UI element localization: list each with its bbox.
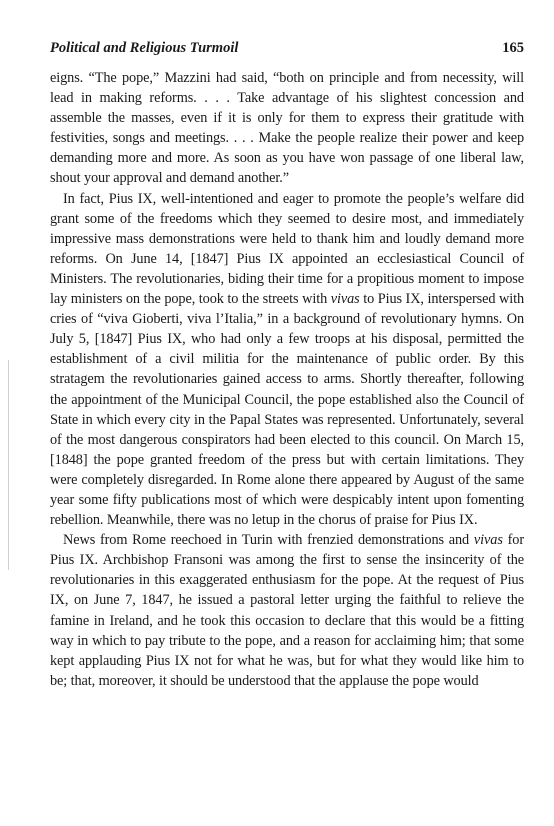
running-head-title: Political and Religious Turmoil <box>50 40 239 56</box>
body-text <box>50 68 524 691</box>
italic-word: vivas <box>473 532 503 549</box>
italic-word: vivas <box>330 291 360 308</box>
paragraph-3: News from Rome reechoed in Turin with frenzied demonstrations and vivas for Pius IX. Archbishop Fransoni was among the first to sense the insincerity of the revolutionaries in this exaggerated enthusiasm for the pope. At the request of Pius IX, on June 7, 1847, he issued a pastoral letter urging the faithful to relieve the famine in Ireland, and he took this occasion to declare that this would be a fitting way in which to pay tribute to the pope, and a reason for acclaiming him; that some kept applauding Pius IX not for what he was, but for what they would like him to be; that, moreover, it should be understood that the applause the pope would <box>50 532 524 689</box>
book-page <box>50 40 524 691</box>
paragraph-1: eigns. “The pope,” Mazzini had said, “both on principle and from necessity, will lead in making reforms. . . . Take advantage of his slightest concession and assemble the masses, even if it is only for them to express their gratitude with festivities, songs and meetings. . . . Make the people realize their power and keep demanding more and more. As soon as you have won passage of one liberal law, shout your approval and demand another.” <box>50 70 524 187</box>
scan-margin-mark <box>8 360 9 570</box>
paragraph-2: In fact, Pius IX, well-intentioned and eager to promote the people’s welfare did grant some of the freedoms which they seemed to desire most, and immediately impressive mass demonstrations were held to thank him and loudly demand more reforms. On June 14, [1847] Pius IX appointed an ecclesiastical Council of Ministers. The revolutionaries, biding their time for a propitious moment to impose lay ministers on the pope, took to the streets with vivas to Pius IX, interspersed with cries of “viva Gioberti, viva l’Italia,” in a background of revolutionary hymns. On July 5, [1847] Pius IX, who had only a few troops at his disposal, permitted the establishment of a civil militia for the maintenance of public order. By this stratagem the revolutionaries gained access to arms. Shortly thereafter, following the appointment of the Municipal Council, the pope established also the Council of State in which every city in the Papal States was represented. Unfortunately, several of the most dangerous conspirators had been elected to this council. On March 15, [1848] the pope granted freedom of the press but with certain limitations. They were completely disregarded. In Rome alone there appeared by August of the same year some fifty publications most of which were despicably intent upon fomenting rebellion. Meanwhile, there was no letup in the chorus of praise for Pius IX. <box>50 190 524 529</box>
page-number: 165 <box>502 40 524 56</box>
running-head <box>50 40 524 64</box>
